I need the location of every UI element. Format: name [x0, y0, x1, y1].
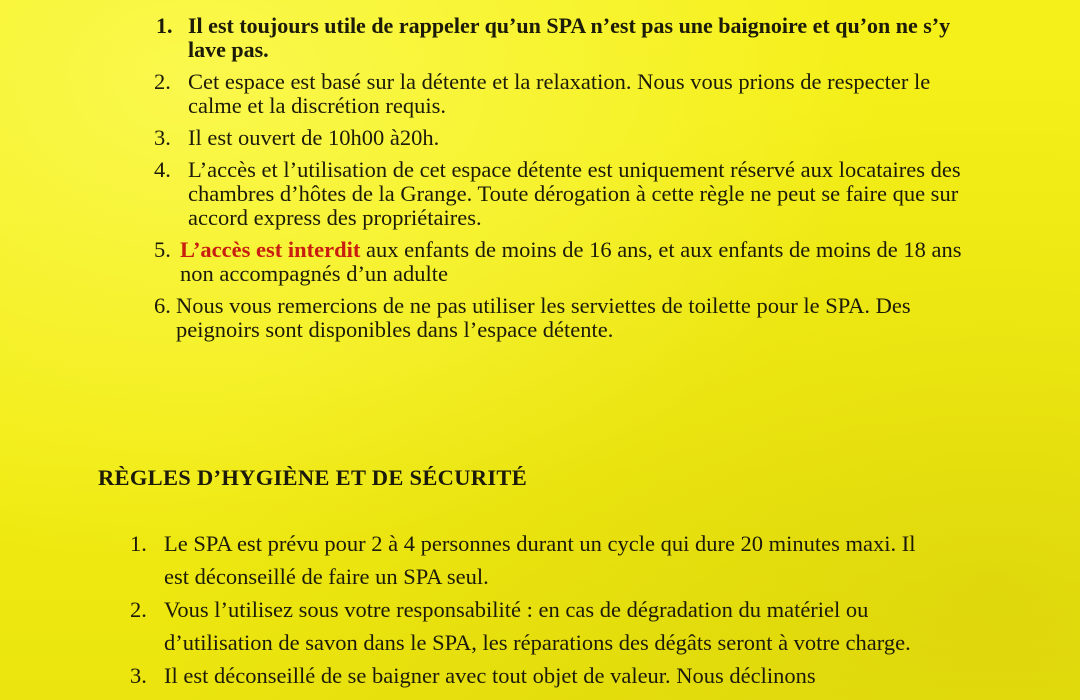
rules-list	[154, 13, 968, 350]
item-number: 2.	[130, 597, 147, 622]
item-text: Vous l’utilisez sous votre responsabilité : en cas de dégradation du matériel ou d’utilisation de savon dans le SPA, les réparations des dégâts seront à votre charge.	[164, 597, 911, 655]
hygiene-list	[130, 527, 944, 688]
list-item	[154, 293, 968, 342]
item-text: Le SPA est prévu pour 2 à 4 personnes durant un cycle qui dure 20 minutes maxi. Il est déconseillé de faire un SPA seul.	[164, 531, 916, 589]
item-number: 3.	[154, 125, 171, 150]
list-item	[130, 659, 944, 688]
item-text: Cet espace est basé sur la détente et la relaxation. Nous vous prions de respecter le calme et la discrétion requis.	[188, 69, 931, 118]
list-item	[154, 157, 968, 230]
item-number: 1.	[130, 531, 147, 556]
list-item	[130, 527, 944, 593]
item-text: aux enfants de moins de 16 ans, et aux enfants de moins de 18 ans non accompagnés d’un adulte	[180, 237, 962, 286]
item-text: Il est ouvert de 10h00 à20h.	[188, 125, 440, 150]
item-number: 6.	[154, 293, 171, 318]
item-text: Il est déconseillé de se baigner avec tout objet de valeur. Nous déclinons	[164, 663, 816, 688]
section-title: RÈGLES D’HYGIÈNE ET DE SÉCURITÉ	[98, 465, 527, 490]
item-number: 1.	[156, 13, 173, 38]
item-text: L’accès et l’utilisation de cet espace détente est uniquement réservé aux locataires des chambres d’hôtes de la Grange. Toute dérogation à cette règle ne peut se faire que sur accord express des propriétaires.	[188, 157, 961, 230]
list-item	[154, 237, 968, 286]
item-number: 4.	[154, 157, 171, 182]
list-item	[154, 125, 968, 150]
access-forbidden-highlight: L’accès est interdit	[180, 237, 361, 262]
item-number: 2.	[154, 69, 171, 94]
list-item	[130, 593, 944, 659]
list-item	[154, 69, 968, 118]
list-item	[156, 13, 968, 62]
item-text: Il est toujours utile de rappeler qu’un SPA n’est pas une baignoire et qu’on ne s’y lave pas.	[188, 13, 951, 62]
item-text: Nous vous remercions de ne pas utiliser les serviettes de toilette pour le SPA. Des peignoirs sont disponibles dans l’espace détente.	[176, 293, 911, 342]
item-number: 3.	[130, 663, 147, 688]
item-number: 5.	[154, 237, 171, 262]
